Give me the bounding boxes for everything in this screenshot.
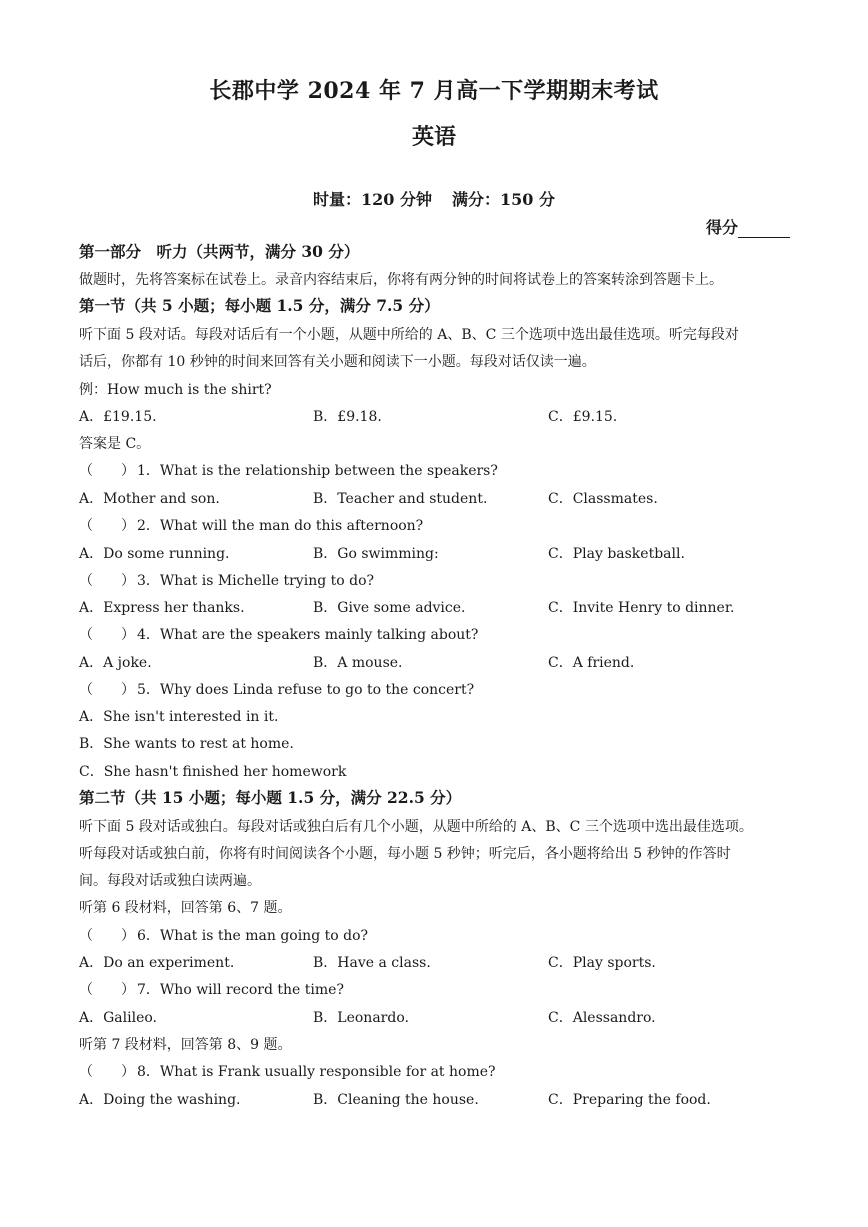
section1-heading: 第一节（共 5 小题；每小题 1.5 分，满分 7.5 分）: [79, 296, 440, 315]
answer-paren: （ ）: [79, 518, 135, 534]
section1-instruction-2: 话后，你都有 10 秒钟的时间来回答有关小题和阅读下一小题。每段对话仅读一遍。: [79, 354, 596, 370]
answer-paren: （ ）: [79, 463, 135, 479]
exam-info: [0, 187, 868, 210]
question-text: 5．Why does Linda refuse to go to the concert?: [137, 682, 475, 698]
q4-option-c: C．A friend.: [548, 655, 635, 671]
q1-option-b: B．Teacher and student.: [313, 491, 488, 507]
exam-title: 长郡中学 2024 年 7 月高一下学期期末考试: [209, 78, 659, 104]
q6-option-a: A．Do an experiment.: [79, 955, 235, 971]
q7-option-a: A．Galileo.: [79, 1010, 157, 1026]
question-7: [79, 981, 344, 999]
section2-heading: 第二节（共 15 小题；每小题 1.5 分，满分 22.5 分）: [79, 788, 462, 807]
q1-option-a: A．Mother and son.: [79, 491, 220, 507]
question-text: 8．What is Frank usually responsible for at home?: [137, 1064, 496, 1080]
example-option-b: B．£9.18.: [313, 409, 382, 425]
answer-paren: （ ）: [79, 982, 135, 998]
score-field: [706, 215, 790, 238]
q4-option-a: A．A joke.: [79, 655, 152, 671]
q8-option-a: A．Doing the washing.: [79, 1092, 241, 1108]
q3-option-b: B．Give some advice.: [313, 600, 466, 616]
q2-option-b: B．Go swimming:: [313, 546, 439, 562]
q5-option-a: A．She isn't interested in it.: [79, 709, 279, 725]
q7-option-c: C．Alessandro.: [548, 1010, 656, 1026]
question-3: [79, 572, 374, 590]
answer-paren: （ ）: [79, 573, 135, 589]
example-option-c: C．£9.15.: [548, 409, 618, 425]
q5-option-c: C．She hasn't finished her homework: [79, 764, 347, 780]
answer-paren: （ ）: [79, 928, 135, 944]
section2-instruction-1: 听下面 5 段对话或独白。每段对话或独白后有几个小题，从题中所给的 A、B、C 三个选项中选出最佳选项。: [79, 819, 753, 835]
question-text: 3．What is Michelle trying to do?: [137, 573, 375, 589]
score-blank: [738, 219, 790, 238]
q8-option-b: B．Cleaning the house.: [313, 1092, 479, 1108]
example-answer: 答案是 C。: [79, 436, 151, 452]
question-6: [79, 927, 368, 945]
q7-option-b: B．Leonardo.: [313, 1010, 409, 1026]
part1-instruction: 做题时，先将答案标在试卷上。录音内容结束后，你将有两分钟的时间将试卷上的答案转涂到答题卡上。: [79, 272, 723, 288]
question-text: 7．Who will record the time?: [137, 982, 344, 998]
question-4: [79, 626, 478, 644]
score-label: 得分: [705, 218, 738, 237]
q6-option-b: B．Have a class.: [313, 955, 431, 971]
answer-paren: （ ）: [79, 1064, 135, 1080]
q2-option-c: C．Play basketball.: [548, 546, 685, 562]
section2-instruction-3: 间。每段对话或独白读两遍。: [79, 873, 261, 889]
material-6-note: 听第 6 段材料，回答第 6、7 题。: [79, 900, 292, 916]
time-limit: 时量：120 分钟: [313, 190, 432, 209]
question-2: [79, 517, 423, 535]
q6-option-c: C．Play sports.: [548, 955, 656, 971]
question-8: [79, 1063, 496, 1081]
example-question: 例：How much is the shirt?: [79, 382, 272, 398]
material-7-note: 听第 7 段材料，回答第 8、9 题。: [79, 1037, 292, 1053]
section2-instruction-2: 听每段对话或独白前，你将有时间阅读各个小题，每小题 5 秒钟；听完后，各小题将给出 5 秒钟的作答时: [79, 846, 731, 862]
q2-option-a: A．Do some running.: [79, 546, 230, 562]
q3-option-a: A．Express her thanks.: [79, 600, 245, 616]
question-text: 2．What will the man do this afternoon?: [137, 518, 424, 534]
question-text: 6．What is the man going to do?: [137, 928, 369, 944]
question-text: 1．What is the relationship between the speakers?: [137, 463, 498, 479]
q5-option-b: B．She wants to rest at home.: [79, 736, 294, 752]
q1-option-c: C．Classmates.: [548, 491, 658, 507]
q4-option-b: B．A mouse.: [313, 655, 403, 671]
q8-option-c: C．Preparing the food.: [548, 1092, 711, 1108]
subject-title: 英语: [411, 124, 456, 150]
question-1: [79, 462, 498, 480]
question-text: 4．What are the speakers mainly talking about?: [137, 627, 479, 643]
example-option-a: A．£19.15.: [79, 409, 157, 425]
full-score: 满分：150 分: [452, 190, 555, 209]
question-5: [79, 681, 474, 699]
answer-paren: （ ）: [79, 682, 135, 698]
part1-heading: 第一部分 听力（共两节，满分 30 分）: [79, 242, 360, 261]
answer-paren: （ ）: [79, 627, 135, 643]
section1-instruction-1: 听下面 5 段对话。每段对话后有一个小题，从题中所给的 A、B、C 三个选项中选出最佳选项。听完每段对: [79, 327, 739, 343]
q3-option-c: C．Invite Henry to dinner.: [548, 600, 735, 616]
